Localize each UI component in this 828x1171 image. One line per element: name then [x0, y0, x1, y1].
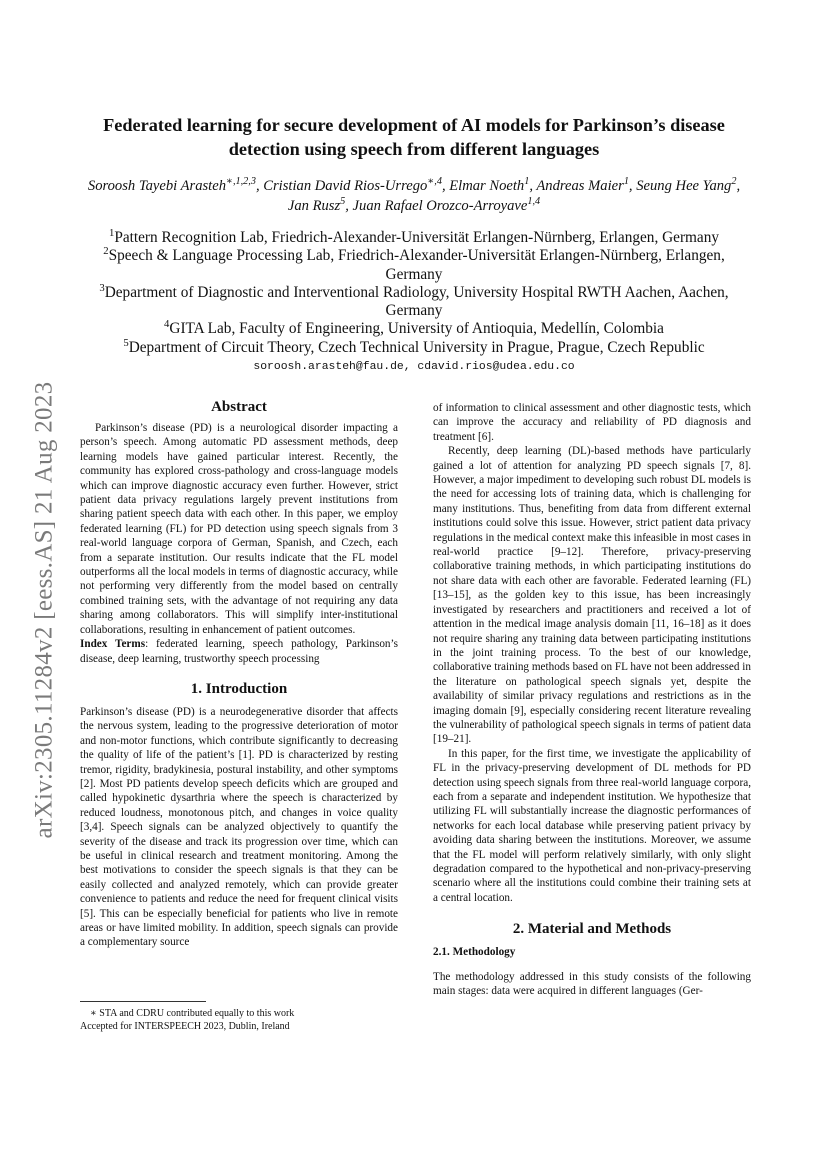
author-list: Soroosh Tayebi Arasteh$^{∗,1,2,3}$, Cristian David Rios-Urrego$^{∗,4}$, Elmar Noeth$^1$, Andreas Maier$^1$, Seung Hee Yang$^2$, Jan Rusz$^5$, Juan Rafael Orozco-Arroyave$^{1,4}$: [87, 176, 741, 214]
intro-paragraph-2: Recently, deep learning (DL)-based methods have particularly gained a lot of attention for analyzing PD speech signals [7, 8]. However, a major impediment to developing such robust DL models is the need for accessing lots of training data, which is challenging for many institutions. Thus, benefiting from data from different external institutions could solve this issue. However, strict patient data privacy regulations in the medical context make this infeasible in most cases in real-world practice [9–12]. Therefore, privacy-preserving collaborative training methods, in which participating institutions do not share data with each other are favorable. Federated learning (FL) [13–15], as the golden key to this issue, has been increasingly investigated by researchers and practitioners and received a lot of attention in the medical image analysis domain [11, 16–18] as it does not require sharing any training data between participating institutions in the joint training process. To the best of our knowledge, collaborative training methods based on FL have not been addressed in the literature on pathological speech signals yet, despite the availability of similar privacy regulations and restrictions as in the imaging domain [9], especially considering recent literature revealing the vulnerability of pathological speech signals in terms of patient data [19–21].: [433, 445, 751, 746]
author-affil-sup: ∗,1,2,3: [226, 176, 256, 188]
intro-heading: 1. Introduction: [190, 680, 288, 697]
affiliation: [82, 226, 746, 247]
index-terms-text: : federated learning, speech pathology, Parkinson’s disease, deep learning, trustworthy speech processing: [80, 638, 398, 665]
right-column: [433, 401, 751, 998]
author-affil-sup: 2: [731, 176, 737, 188]
author-affil-sup: 1,4: [527, 196, 541, 208]
author-affil-sup: 5: [340, 196, 346, 208]
methods-paragraph-1: The methodology addressed in this study consists of the following main stages: data were acquired in different languages (Ger-: [433, 970, 751, 998]
arxiv-identifier: arXiv:2305.11284v2 [eess.AS] 21 Aug 2023: [30, 381, 57, 839]
author: Soroosh Tayebi Arasteh: [87, 178, 227, 194]
author: Juan Rafael Orozco-Arroyave: [352, 198, 528, 214]
affil-sup: 5: [123, 336, 129, 349]
arxiv-side-label: [24, 350, 64, 870]
affil-sup: 2: [103, 245, 109, 258]
affil-text: Speech & Language Processing Lab, Friedrich-Alexander-Universität Erlangen-Nürnberg, Erlangen, Germany: [108, 247, 725, 283]
author: Elmar Noeth: [449, 178, 525, 194]
intro-paragraph-1-cont: of information to clinical assessment and other diagnostic tests, which can improve the accuracy and reliability of PD diagnosis and treatment [6].: [433, 402, 751, 443]
methodology-subheading: 2.1. Methodology: [433, 946, 516, 959]
affil-text: GITA Lab, Faculty of Engineering, University of Antioquia, Medellín, Colombia: [169, 320, 664, 338]
affiliation: [82, 336, 746, 357]
contact-emails[interactable]: soroosh.arasteh@fau.de, cdavid.rios@udea.edu.co: [253, 361, 575, 373]
author: Seung Hee Yang: [636, 178, 732, 194]
paper-title: Federated learning for secure development of AI models for Parkinson’s disease detection using speech from different languages: [103, 115, 725, 159]
affiliation: [82, 281, 746, 321]
abstract-heading: Abstract: [211, 399, 267, 415]
affil-text: Department of Diagnostic and Interventional Radiology, University Hospital RWTH Aachen, Aachen, Germany: [104, 283, 729, 320]
author-affil-sup: 1: [623, 176, 629, 188]
affiliation-list: [82, 226, 746, 357]
affil-text: Department of Circuit Theory, Czech Technical University in Prague, Prague, Czech Republic: [128, 338, 705, 356]
index-terms-label: Index Terms: [80, 638, 146, 651]
affiliation: [82, 247, 746, 284]
affiliation: [82, 320, 746, 338]
methods-heading: 2. Material and Methods: [512, 921, 672, 938]
footnote-divider: [80, 1001, 206, 1002]
footnote-equal-contribution: ∗ STA and CDRU contributed equally to this work: [90, 1008, 295, 1019]
author-affil-sup: ∗,4: [427, 176, 442, 188]
affil-sup: 1: [108, 226, 115, 239]
index-terms: [80, 637, 398, 666]
affil-sup: 3: [99, 281, 105, 294]
author-affil-sup: 1: [524, 176, 530, 188]
affil-text: Pattern Recognition Lab, Friedrich-Alexander-Universität Erlangen-Nürnberg, Erlangen, Germany: [114, 229, 720, 246]
author: Jan Rusz: [287, 198, 341, 214]
author: Andreas Maier: [536, 178, 624, 194]
intro-paragraph-1: Parkinson’s disease (PD) is a neurodegenerative disorder that affects the nervous system, leading to the progressive deterioration of motor and non-motor functions, which contribute significantly to decreasing the quality of life of the patient’s [1]. PD is characterized by resting tremor, rigidity, bradykinesia, postural instability, and other symptoms [2]. Most PD patients develop speech deficits which are grouped and called hypokinetic dysarthria where the speech is characterized by reduced loudness, monotonous pitch, and changes in voice quality [3,4]. Speech signals can be analyzed objectively to quantify the severity of the disease and track its progression over time, which can be useful in clinical research and treatment monitoring. Among the best motivations to consider the speech signals is that they can be easily collected and analyzed remotely, which can provide greater convenience to patients and reduce the need for frequent clinical visits [5]. This can be especially beneficial for patients who live in remote areas or have limited mobility. In addition, speech signals can provide a complementary source: [80, 705, 398, 949]
left-column: [80, 398, 398, 950]
footnotes: [80, 1007, 398, 1033]
author: Cristian David Rios-Urrego: [263, 178, 428, 194]
affil-sup: 4: [164, 318, 170, 331]
abstract-text: Parkinson’s disease (PD) is a neurological disorder impacting a person’s speech. Among automatic PD assessment methods, deep learning models have gained particular interest. Recently, the community has explored cross-pathology and cross-language models which can improve diagnostic accuracy even further. However, strict patient data privacy regulations largely prevent institutions from sharing patient speech data with each other. In this paper, we employ federated learning (FL) for PD detection using speech signals from 3 real-world language corpora of German, Spanish, and Czech, each from a separate institution. Our results indicate that the FL model outperforms all the local models in terms of diagnostic accuracy, while not performing very differently from the model based on centrally combined training sets, with the advantage of not requiring any data sharing among collaborators. This will simplify inter-institutional collaborations, resulting in enhancement of patient outcomes.: [80, 422, 398, 636]
intro-paragraph-3: In this paper, for the first time, we investigate the applicability of FL in the privacy-preserving development of DL methods for PD detection using speech signals from three real-world language corpora, each from a separate and independent institution. We hypothesize that utilizing FL will substantially increase the diagnostic performances of networks for each local database while preserving patient privacy by avoiding data sharing between the institutions. Moreover, we assume that the FL model will perform relatively similarly, with only slight degradation compared to the hypothetical and non-privacy-preserving scenario where all the institutions could combine their training sets at a central location.: [433, 747, 751, 904]
footnote-acceptance: Accepted for INTERSPEECH 2023, Dublin, Ireland: [80, 1021, 290, 1032]
